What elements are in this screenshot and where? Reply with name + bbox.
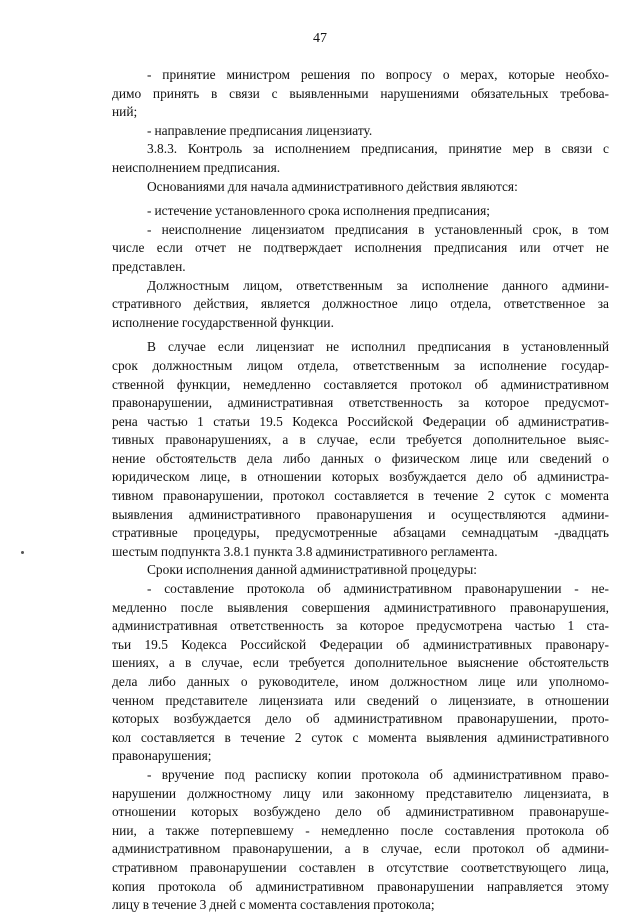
text-line: исполнение государственной функции. — [112, 314, 334, 330]
text-line: правонарушении, административная ответственность за которое предусмот- — [112, 395, 609, 411]
text-line: - направление предписания лицензиату. — [147, 122, 373, 138]
text-line: Сроки исполнения данной административной процедуры: — [147, 562, 477, 578]
text-line: стративные процедуры, предусмотренные абзацами семнадцатым -двадцать — [112, 525, 609, 541]
text-line: числе если отчет не подтверждает исполнения предписания или отчет не — [112, 240, 609, 256]
text-line: медленно после выявления совершения административного правонарушения, — [112, 599, 609, 615]
text-line: лицу в течение 3 дней с момента составления протокола; — [112, 897, 435, 913]
text-line: тивных правонарушениях, а в случае, если требуется дополнительное выяс- — [112, 432, 609, 448]
text-line: - вручение под расписку копии протокола об административном право- — [147, 766, 609, 782]
paragraph — [112, 178, 609, 197]
paragraph — [112, 338, 609, 561]
text-line: срок должностным лицом отдела, ответственным за исполнение государ- — [112, 357, 609, 373]
paragraph — [112, 122, 609, 141]
text-line: - неисполнение лицензиатом предписания в установленный срок, в том — [147, 221, 609, 237]
text-line: нии, а также потерпевшему - немедленно после составления протокола об — [112, 822, 609, 838]
text-line: Должностным лицом, ответственным за исполнение данного админи- — [147, 277, 609, 293]
text-line: административная ответственность за которое предусмотрена частью 1 ста- — [112, 618, 609, 634]
text-line: тивном правонарушении, протокол составляется в течение 2 суток с момента — [112, 488, 609, 504]
text-line: которых возбуждается дело об административном правонарушении, прото- — [112, 711, 609, 727]
text-line: административном правонарушении, а в случае, если протокол об админи- — [112, 841, 609, 857]
paragraph — [112, 580, 609, 766]
paragraph — [112, 277, 609, 333]
text-line: тьи 19.5 Кодекса Российской Федерации об административных правонару- — [112, 636, 609, 652]
paragraph — [112, 202, 609, 221]
text-line: правонарушения; — [112, 748, 212, 764]
text-line: выявления административного правонарушения и осуществляются админи- — [112, 506, 609, 522]
paragraph — [112, 140, 609, 177]
text-line: юридическом лице, в отношении которых возбуждается дело об администра- — [112, 469, 609, 485]
paragraph — [112, 66, 609, 122]
text-line: - истечение установленного срока исполнения предписания; — [147, 203, 491, 219]
page-number: 47 — [313, 31, 327, 46]
text-line: 3.8.3. Контроль за исполнением предписания, принятие мер в связи с — [147, 141, 609, 157]
text-line: дела либо данных о руководителе, ином должностном лице или уполномо- — [112, 674, 609, 689]
text-line: В случае если лицензиат не исполнил предписания в установленный — [147, 339, 609, 355]
text-line: неисполнением предписания. — [112, 159, 281, 175]
text-line: стративном правонарушении составлен в отсутствие соответствующего лица, — [112, 859, 609, 875]
text-line: ний; — [112, 104, 138, 120]
text-line: копия протокола об административном правонарушении направляется этому — [112, 878, 609, 894]
text-line: представлен. — [112, 258, 186, 274]
text-line: димо принять в связи с выявленными нарушениями обязательных требова- — [112, 85, 609, 101]
text-line: шестым подпункта 3.8.1 пункта 3.8 административного регламента. — [112, 543, 498, 559]
text-line: - составление протокола об административном правонарушении - не- — [147, 581, 609, 597]
text-line: стративного действия, является должностное лицо отдела, ответственное за — [112, 296, 609, 312]
text-line: шениях, а в случае, если требуется дополнительное выяснение обстоятельств — [112, 655, 609, 671]
text-line: отношении которых возбуждено дело об административном правонаруше- — [112, 804, 609, 820]
paragraph — [112, 221, 609, 277]
text-line: рена частью 1 статьи 19.5 Кодекса Российской Федерации об административ- — [112, 413, 609, 429]
paragraph — [112, 766, 609, 915]
text-line: нение обстоятельств дела либо данных о физическом лице или сведений о — [112, 450, 609, 466]
paragraph — [112, 561, 609, 580]
text-line: кол составляется в течение 2 суток с момента выявления административного — [112, 729, 609, 745]
document-body — [112, 66, 609, 915]
text-line: Основаниями для начала административного действия являются: — [147, 178, 518, 194]
text-line: ственной функции, немедленно составляется протокол об административном — [112, 376, 609, 392]
text-line: ченном представителе лицензиата или сведений о лицензиате, в отношении — [112, 692, 609, 708]
scan-speck — [21, 551, 24, 554]
text-line: нарушении должностному лицу или законному представителю лицензиата, в — [112, 785, 609, 801]
text-line: - принятие министром решения по вопросу о мерах, которые необхо- — [147, 67, 609, 82]
